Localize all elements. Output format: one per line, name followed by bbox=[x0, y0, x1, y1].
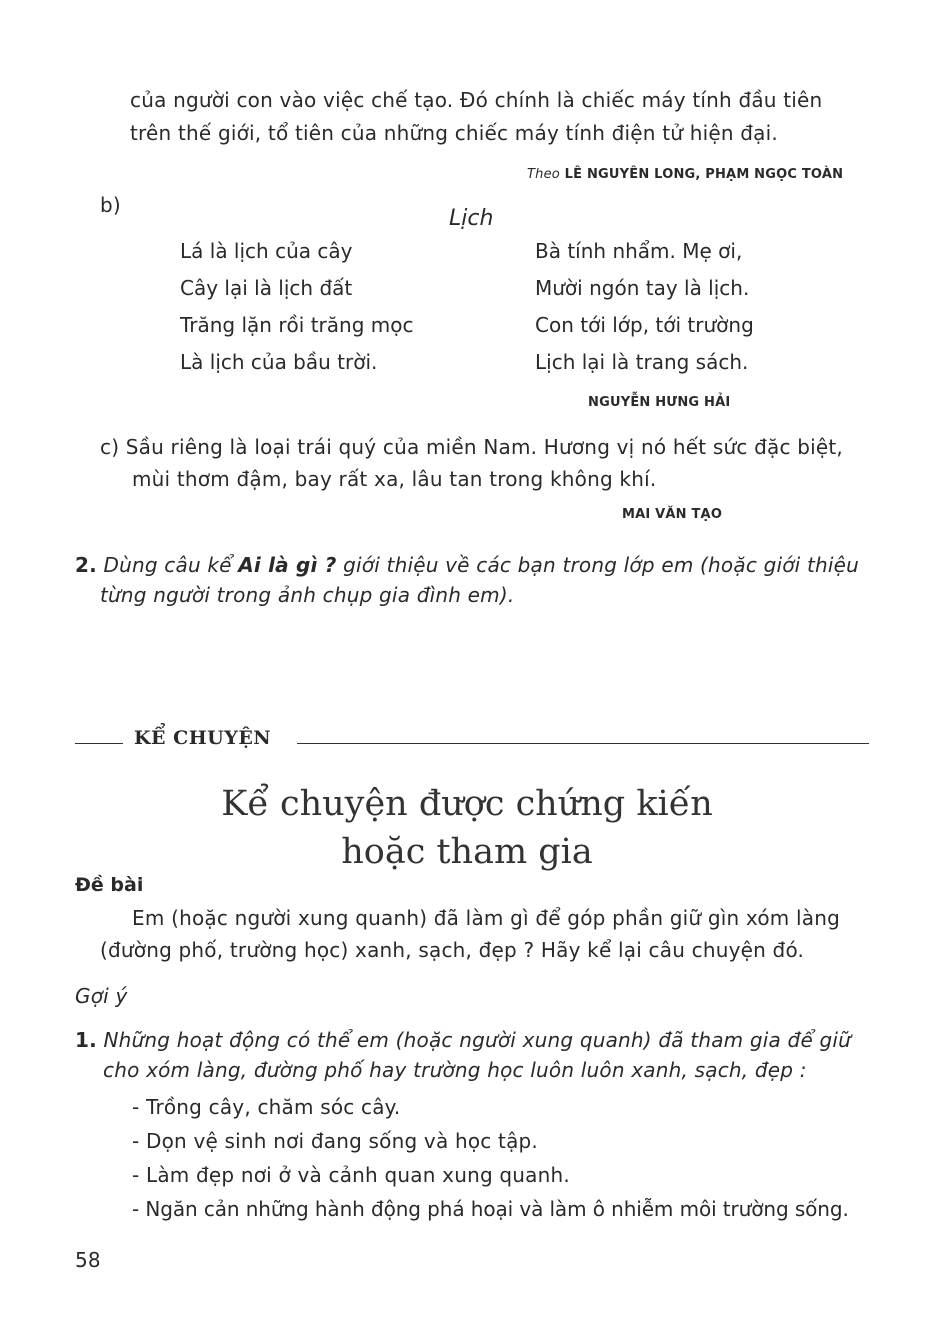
poem-line: Lịch lại là trang sách. bbox=[535, 350, 749, 374]
poem-line: Con tới lớp, tới trường bbox=[535, 313, 754, 337]
poem-left-stanza bbox=[180, 233, 413, 381]
goi-y-item-1-line-1 bbox=[75, 1028, 851, 1052]
passage-a-line-2: trên thế giới, tổ tiên của những chiếc máy tính điện tử hiện đại. bbox=[130, 121, 778, 145]
passage-a-credit bbox=[527, 167, 843, 182]
poem-line: Mười ngón tay là lịch. bbox=[535, 276, 750, 300]
goi-y-bullet-4: - Ngăn cản những hành động phá hoại và làm ô nhiễm môi trường sống. bbox=[132, 1197, 849, 1221]
section-rule-right bbox=[297, 743, 869, 744]
goi-y-heading: Gợi ý bbox=[75, 984, 128, 1008]
story-title-line-1: Kể chuyện được chứng kiến bbox=[221, 784, 713, 824]
credit-prefix: Theo bbox=[527, 167, 560, 182]
poem-line: Cây lại là lịch đất bbox=[180, 276, 353, 300]
poem-line: Lá là lịch của cây bbox=[180, 239, 353, 263]
poem-line: Bà tính nhẩm. Mẹ ơi, bbox=[535, 239, 743, 263]
poem-right-stanza bbox=[535, 233, 754, 381]
page-number: 58 bbox=[75, 1248, 101, 1272]
exercise-2-line-1 bbox=[75, 553, 859, 577]
credit-authors: LÊ NGUYÊN LONG, PHẠM NGỌC TOÀN bbox=[564, 167, 844, 182]
passage-c-line-2: mùi thơm đậm, bay rất xa, lâu tan trong không khí. bbox=[132, 467, 657, 491]
passage-b-label: b) bbox=[100, 193, 121, 217]
exercise-text-before: Dùng câu kể bbox=[103, 553, 239, 577]
goi-y-bullet-2: - Dọn vệ sinh nơi đang sống và học tập. bbox=[132, 1129, 538, 1153]
goi-y-item-number: 1. bbox=[75, 1028, 97, 1052]
passage-c-line-1: c) Sầu riêng là loại trái quý của miền Nam. Hương vị nó hết sức đặc biệt, bbox=[100, 435, 843, 459]
de-bai-line-1: Em (hoặc người xung quanh) đã làm gì để góp phần giữ gìn xóm làng bbox=[132, 906, 840, 930]
story-title-line-2: hoặc tham gia bbox=[341, 832, 593, 872]
passage-a-line-1: của người con vào việc chế tạo. Đó chính là chiếc máy tính đầu tiên bbox=[130, 88, 823, 112]
exercise-text-after: giới thiệu về các bạn trong lớp em (hoặc giới thiệu bbox=[336, 553, 860, 577]
poem-title: Lịch bbox=[449, 206, 494, 231]
exercise-number: 2. bbox=[75, 553, 97, 577]
goi-y-bullet-1: - Trồng cây, chăm sóc cây. bbox=[132, 1095, 401, 1119]
passage-c-author: MAI VĂN TẠO bbox=[622, 507, 723, 522]
de-bai-heading: Đề bài bbox=[75, 874, 144, 896]
section-label: KỂ CHUYỆN bbox=[134, 727, 272, 749]
exercise-2-line-2: từng người trong ảnh chụp gia đình em). bbox=[100, 583, 515, 607]
section-rule-left bbox=[75, 743, 123, 744]
goi-y-item-text: Những hoạt động có thể em (hoặc người xung quanh) đã tham gia để giữ bbox=[103, 1028, 852, 1052]
de-bai-line-2: (đường phố, trường học) xanh, sạch, đẹp ? Hãy kể lại câu chuyện đó. bbox=[100, 938, 805, 962]
poem-line: Trăng lặn rồi trăng mọc bbox=[180, 313, 414, 337]
exercise-bold-phrase: Ai là gì ? bbox=[238, 553, 337, 577]
poem-line: Là lịch của bầu trời. bbox=[180, 350, 378, 374]
goi-y-item-1-line-2: cho xóm làng, đường phố hay trường học luôn luôn xanh, sạch, đẹp : bbox=[103, 1058, 807, 1082]
goi-y-bullet-3: - Làm đẹp nơi ở và cảnh quan xung quanh. bbox=[132, 1163, 570, 1187]
poem-author: NGUYỄN HƯNG HẢI bbox=[588, 395, 731, 410]
